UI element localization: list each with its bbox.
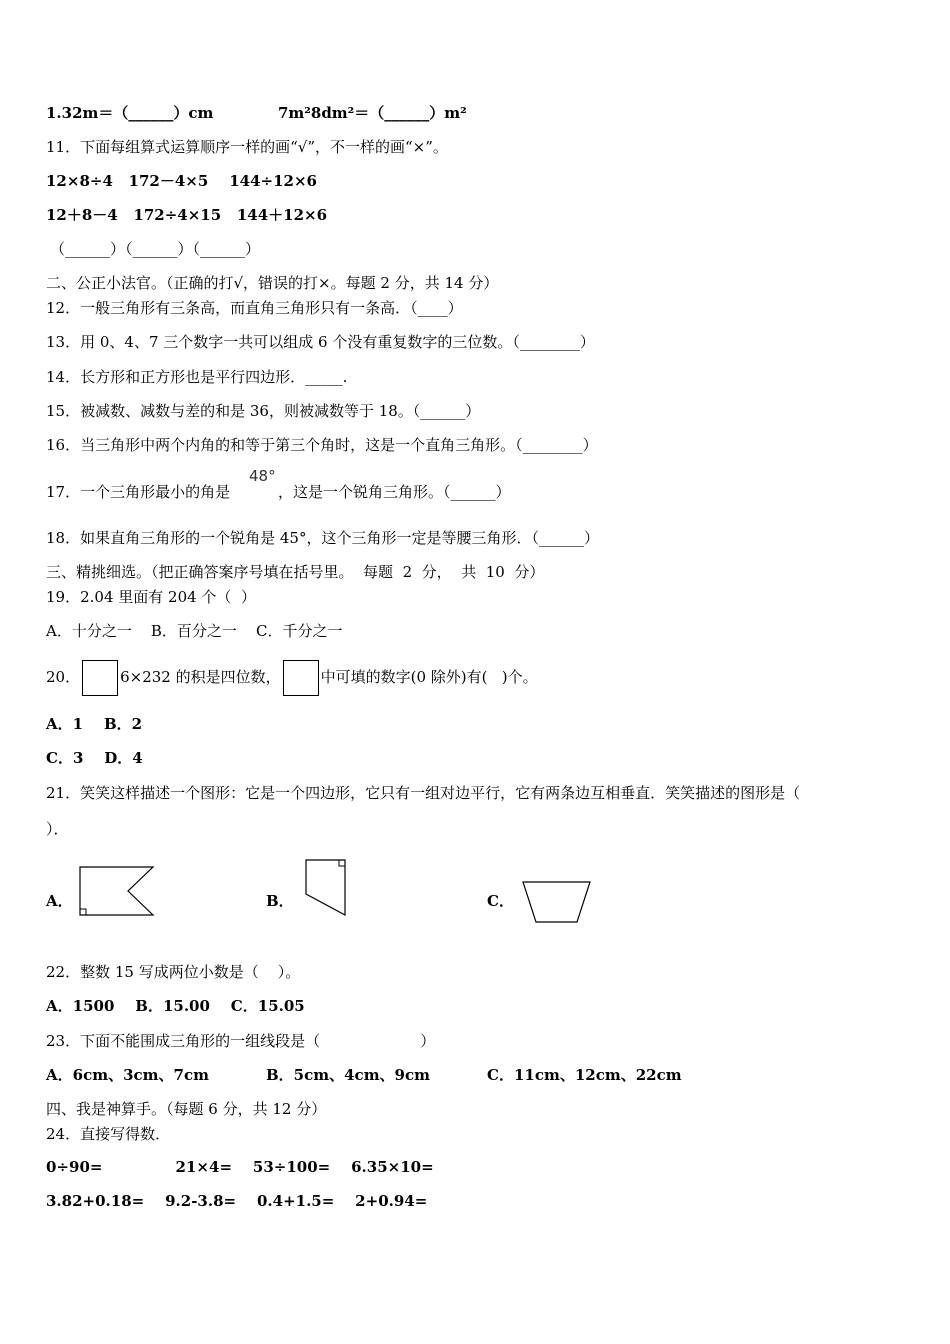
option-b-label: B． xyxy=(266,892,294,910)
question-20-text-1: 6×232 的积是四位数， xyxy=(120,668,281,686)
question-24-row-2: 3.82+0.18= 9.2-3.8= 0.4+1.5= 2+0.94= xyxy=(46,1192,428,1210)
question-20-text-2: 中可填的数字(0 除外)有( )个。 xyxy=(320,668,538,686)
option-a-label: A． xyxy=(46,892,73,910)
question-22: 22．整数 15 写成两位小数是（ ）。 xyxy=(46,963,301,981)
question-20 xyxy=(46,659,538,696)
question-24: 24．直接写得数． xyxy=(46,1125,171,1143)
option-c-label: C． xyxy=(487,892,514,910)
question-20-options-2: C．3 D．4 xyxy=(46,749,143,767)
question-13: 13．用 0、4、7 三个数字一共可以组成 6 个没有重复数字的三位数。（________） xyxy=(46,333,595,351)
question-16: 16．当三角形中两个内角的和等于第三个角时，这是一个直角三角形。（________） xyxy=(46,436,598,454)
angle-48-label: 48° xyxy=(249,467,276,485)
section-3-heading: 三、精挑细选。（把正确答案序号填在括号里。 每题 2 分， 共 10 分） xyxy=(46,563,545,581)
question-23-option-c: C．11cm、12cm、22cm xyxy=(487,1066,682,1084)
unit-conversion-1: 1.32m＝（______）cm xyxy=(46,104,214,122)
question-24-row-1: 0÷90= 21×4= 53÷100= 6.35×10= xyxy=(46,1158,434,1176)
question-22-options: A．1500 B．15.00 C．15.05 xyxy=(46,997,305,1015)
blank-box-2 xyxy=(283,660,319,696)
question-19-options: A．十分之一 B．百分之一 C．千分之一 xyxy=(46,622,343,640)
question-20-number: 20． xyxy=(46,668,81,686)
question-15: 15．被减数、减数与差的和是 36，则被减数等于 18。（______） xyxy=(46,402,481,420)
section-2-heading: 二、公正小法官。（正确的打√，错误的打×。每题 2 分，共 14 分） xyxy=(46,274,499,292)
blank-box-1 xyxy=(82,660,118,696)
question-11-answers: （______）（______）（______） xyxy=(50,240,261,258)
question-11: 11．下面每组算式运算顺序一样的画“√”，不一样的画“×”。 xyxy=(46,138,448,156)
question-19: 19．2.04 里面有 204 个（ ） xyxy=(46,588,256,606)
shape-b-figure xyxy=(300,857,352,919)
question-23-option-a: A．6cm、3cm、7cm xyxy=(46,1066,209,1084)
question-17-part-2: ，这是一个锐角三角形。（______） xyxy=(278,483,511,501)
shape-c-figure xyxy=(520,878,594,926)
question-21-end: ）． xyxy=(46,820,69,838)
shape-a-figure xyxy=(76,864,158,920)
question-17-part-1: 17．一个三角形最小的角是 xyxy=(46,483,231,501)
question-20-options-1: A．1 B．2 xyxy=(46,715,143,733)
question-11-row-2: 12＋8－4 172÷4×15 144＋12×6 xyxy=(46,206,328,224)
section-4-heading: 四、我是神算手。（每题 6 分，共 12 分） xyxy=(46,1100,327,1118)
question-11-row-1: 12×8÷4 172－4×5 144÷12×6 xyxy=(46,172,317,190)
question-14: 14．长方形和正方形也是平行四边形．_____. xyxy=(46,368,348,386)
question-12: 12．一般三角形有三条高，而直角三角形只有一条高．（____） xyxy=(46,299,463,317)
question-18: 18．如果直角三角形的一个锐角是 45°，这个三角形一定是等腰三角形．（______） xyxy=(46,529,599,547)
unit-conversion-2: 7m²8dm²＝（______）m² xyxy=(278,104,467,122)
question-23: 23．下面不能围成三角形的一组线段是（ ） xyxy=(46,1032,436,1050)
question-21: 21．笑笑这样描述一个图形：它是一个四边形，它只有一组对边平行，它有两条边互相垂直．笑笑描述的图形是（ xyxy=(46,784,801,802)
question-23-option-b: B．5cm、4cm、9cm xyxy=(266,1066,431,1084)
